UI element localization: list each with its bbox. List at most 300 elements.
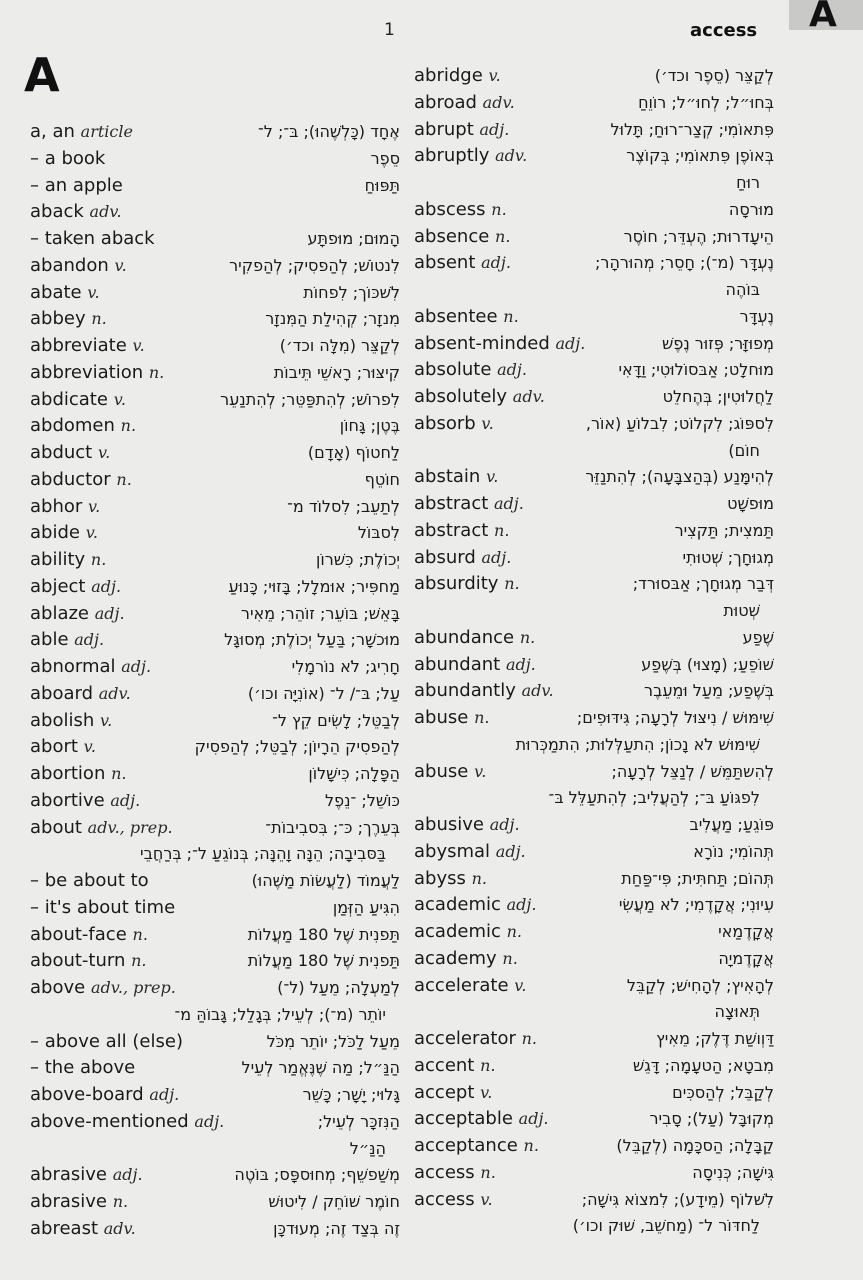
part-of-speech: v. [113, 389, 126, 409]
dictionary-entry [414, 919, 774, 946]
headword-text: aboard [30, 682, 94, 704]
headword-text: – above all (else) [30, 1030, 183, 1052]
part-of-speech: adj. [94, 603, 125, 623]
headword-text: abbreviation [30, 361, 144, 383]
part-of-speech: n. [148, 362, 165, 382]
hebrew-translation: לְבַטֵּל; לָשִׂים קֵץ ל־ [272, 710, 400, 730]
hebrew-translation: הָמוּם; מוּפתָּע [307, 229, 400, 248]
dictionary-entry [414, 331, 774, 358]
entry-headword [30, 467, 132, 494]
hebrew-translation: אֲקָדֶמיָה [718, 948, 774, 968]
hebrew-translation: סֵפֶר [370, 148, 400, 168]
dictionary-entry [414, 1133, 774, 1160]
entry-headword [30, 708, 112, 735]
hebrew-translation: לְמַעְלָה; מֵעַל (ל־) [277, 978, 400, 997]
dictionary-entry [30, 199, 400, 226]
entry-headword [414, 1106, 548, 1133]
part-of-speech: adj. [121, 657, 152, 676]
entry-headword [30, 761, 126, 788]
hebrew-translation: לִשׁלוֹף (מֵידָע); לִמצוֹא גִּישָׁה; [581, 1189, 774, 1209]
entry-headword [30, 815, 173, 842]
hebrew-translation: תַּפּוּחַ [364, 175, 400, 195]
entry-headword [414, 384, 545, 411]
dictionary-entry [30, 440, 400, 467]
entry-headword [414, 946, 518, 973]
hebrew-translation: שׁוֹפֵעַ; (מָצוּי) בְּשֶׁפַע [641, 654, 774, 674]
hebrew-translation: תְּהוֹמִי; נוֹרָא [693, 841, 774, 861]
hebrew-translation: בֶּטֶן; גָּחוֹן [339, 416, 400, 436]
dictionary-entry [30, 574, 400, 601]
hebrew-translation: לִנטוֹשׁ; לְהַפסִיק; לְהַפקִיר [229, 255, 400, 275]
dictionary-entry [30, 627, 400, 654]
dictionary-entry [30, 922, 400, 949]
entry-headword [30, 574, 121, 601]
entry-headword [414, 625, 535, 652]
headword-text: able [30, 629, 69, 651]
entry-headword [414, 759, 486, 786]
dictionary-entry [414, 357, 774, 384]
part-of-speech: v. [114, 255, 127, 275]
dictionary-entry [30, 333, 400, 360]
headword-text: about-face [30, 923, 127, 945]
dictionary-entry [30, 1136, 400, 1163]
dictionary-entry [30, 815, 400, 842]
headword-text: abbreviate [30, 335, 127, 356]
entry-headword [30, 1189, 128, 1216]
headword-text: absorb [414, 412, 476, 434]
entry-headword [30, 1216, 136, 1243]
hebrew-translation: יוֹתֵר (מ־); לְעֵיל; בְּגָלַל; גָּבוֹהַּ מ־ [174, 1004, 386, 1024]
part-of-speech: n. [112, 1192, 129, 1211]
part-of-speech: adj. [91, 576, 122, 596]
part-of-speech: v. [88, 496, 101, 516]
hebrew-translation: לִפגּוֹעַ בּ־; לְהַעֲלִיב; לְהִתעַלֵּל בּ־ [548, 788, 760, 808]
headword-text: abreast [30, 1217, 99, 1239]
dictionary-entry [414, 1213, 774, 1240]
headword-text: – a book [30, 147, 106, 169]
part-of-speech: n. [521, 1029, 537, 1048]
part-of-speech: v. [480, 1082, 493, 1102]
hebrew-translation: לְהִשתַּמֵּשׁ / לְנַצֵּל לְרָעָה; [611, 761, 774, 781]
dictionary-entry [414, 571, 774, 598]
dictionary-entry [414, 250, 774, 277]
hebrew-translation: לְתַעֵב; לִסלוֹד מ־ [287, 496, 400, 516]
headword-text: abdomen [30, 415, 115, 437]
part-of-speech: v. [132, 336, 145, 355]
dictionary-entry [30, 761, 400, 788]
part-of-speech: v. [481, 413, 494, 433]
hebrew-translation: לִסבּוֹל [357, 523, 400, 543]
headword-text: ablaze [30, 602, 90, 624]
hebrew-translation: שִׁימּוּשׁ / נִיצּוּל לְרָעָה; גִּידּוּפִים; [576, 708, 774, 727]
part-of-speech: v. [85, 523, 98, 543]
part-of-speech: n. [111, 764, 127, 783]
part-of-speech: n. [90, 550, 107, 569]
hebrew-translation: בְּחוּ״ל; לְחוּ״ל; רוֹוֵחַ [638, 92, 774, 112]
part-of-speech: adj. [481, 547, 512, 567]
part-of-speech: n. [120, 416, 137, 436]
entry-headword [414, 919, 522, 946]
headword-text: abuse [414, 760, 469, 782]
hebrew-translation: תַּפנִית שֶׁל 180 מַעֲלוֹת [247, 924, 400, 944]
entry-headword [30, 654, 151, 681]
dictionary-entry [414, 464, 774, 491]
headword-text: abbey [30, 308, 86, 330]
headword-text: absolutely [414, 386, 508, 407]
hebrew-translation: הַנַּ״ל [349, 1138, 386, 1158]
dictionary-entry [414, 384, 774, 411]
dictionary-entry [30, 1189, 400, 1216]
dictionary-entry [30, 1162, 400, 1189]
entry-headword [414, 224, 510, 251]
headword-text: abortion [30, 763, 106, 784]
dictionary-entry [414, 759, 774, 786]
hebrew-translation: לִספּוֹג; לִקלוֹט; לִבלוֹעַ (אוֹר, [585, 413, 774, 433]
dictionary-entry [30, 975, 400, 1002]
dictionary-entry [414, 812, 774, 839]
headword-text: – it's about time [30, 896, 176, 918]
part-of-speech: v. [486, 467, 499, 487]
headword-text: abrupt [414, 118, 474, 140]
headword-text: access [414, 1161, 475, 1183]
hebrew-translation: לְהָאִיץ; לְהָחִישׁ; לְקַבֵּל [626, 975, 774, 995]
dictionary-entry [30, 654, 400, 681]
headword-text: about-turn [30, 950, 126, 972]
headword-text: above-board [30, 1084, 144, 1105]
hebrew-translation: זֶה בְּצַד זֶה; מְעוּדכָּן [273, 1218, 400, 1238]
headword-text: ability [30, 549, 86, 570]
dictionary-entry [30, 306, 400, 333]
part-of-speech: v. [97, 443, 111, 462]
hebrew-translation: קִיצּוּר; רָאשֵׁי תֵּיבוֹת [273, 362, 400, 382]
dictionary-entry [414, 785, 774, 812]
part-of-speech: adj. [112, 1165, 143, 1185]
part-of-speech: v. [514, 975, 527, 995]
dictionary-entry [30, 601, 400, 628]
dictionary-entry [30, 413, 400, 440]
dictionary-entry [30, 708, 400, 735]
hebrew-translation: לְקַצֵּר (מִלָּה וכד׳) [279, 336, 400, 355]
entry-headword [30, 173, 123, 200]
entry-headword [30, 253, 127, 280]
dictionary-entry [414, 1053, 774, 1080]
dictionary-entry [414, 652, 774, 679]
dictionary-entry [414, 892, 774, 919]
entry-headword [414, 143, 527, 170]
entry-headword [30, 387, 126, 414]
entry-headword [30, 1109, 224, 1136]
hebrew-translation: בְּעֵרֶך; כּ־; בִּסבִיבוֹת־ [265, 817, 400, 837]
part-of-speech: article [80, 122, 133, 141]
part-of-speech: adj. [149, 1085, 180, 1104]
dictionary-entry [414, 117, 774, 144]
part-of-speech: adv. [495, 146, 528, 166]
part-of-speech: adj. [505, 654, 536, 674]
dictionary-entry [414, 304, 774, 331]
hebrew-translation: מִבטָא; הַטעָמָה; דָּגֵשׁ [632, 1055, 774, 1075]
dictionary-entry [30, 253, 400, 280]
dictionary-entry [30, 360, 400, 387]
dictionary-entry [414, 1106, 774, 1133]
hebrew-translation: הַנִּזכָּר לְעֵיל; [317, 1111, 400, 1131]
entry-headword [414, 197, 507, 224]
dictionary-entry [30, 173, 400, 200]
entry-headword [30, 601, 125, 628]
entry-headword [414, 304, 519, 331]
dictionary-entry [30, 788, 400, 815]
hebrew-translation: שִׁימּוּשׁ לֹא נָכוֹן; הִתעַלְּלוּת; הִתמַכְּרוּת [515, 734, 760, 754]
entry-headword [414, 652, 536, 679]
headword-text: academic [414, 921, 501, 942]
headword-text: abundantly [414, 680, 516, 702]
hebrew-translation: חוֹם) [728, 440, 760, 460]
hebrew-translation: לַחדּוֹר ל־ (מַחשֵׁב, שׁוּק וכו׳) [572, 1216, 760, 1236]
hebrew-translation: חָרִיג; לֹא נוֹרמָלִי [291, 657, 400, 676]
headword-text: accelerate [414, 974, 509, 996]
headword-text: – be about to [30, 870, 149, 891]
entry-headword [30, 788, 140, 815]
headword-text: abstract [414, 493, 489, 514]
headword-text: absent [414, 252, 476, 274]
entry-headword [30, 868, 149, 895]
dictionary-entry [414, 518, 774, 545]
entry-headword [30, 199, 122, 226]
entry-headword [414, 250, 511, 277]
dictionary-entry [30, 1216, 400, 1243]
dictionary-entry [414, 438, 774, 465]
entry-headword [414, 518, 509, 545]
right-column [414, 63, 774, 1240]
dictionary-entry [414, 625, 774, 652]
part-of-speech: n. [495, 226, 511, 246]
dictionary-entry [30, 1082, 400, 1109]
dictionary-entry [414, 1187, 774, 1214]
dictionary-entry [414, 999, 774, 1026]
headword-text: abyss [414, 867, 466, 889]
dictionary-entry [30, 1029, 400, 1056]
headword-text: abstract [414, 519, 489, 541]
part-of-speech: n. [131, 951, 147, 971]
dictionary-entry [414, 491, 774, 518]
hebrew-translation: הֵיעָדרוּת; הֶעְדֵּר; חוֹסֶר [623, 226, 774, 246]
headword-text: abject [30, 575, 86, 597]
part-of-speech: n. [504, 574, 520, 594]
hebrew-translation: תְּהוֹם; תַּחתִּית; פִּי־פַּחַת [621, 868, 774, 888]
hebrew-translation: רוּחַ [736, 173, 760, 192]
hebrew-translation: לַחֲלוּטִין; בְּהֶחלֵט [662, 387, 774, 406]
headword-text: absurd [414, 546, 476, 568]
entry-headword [30, 1082, 179, 1109]
dictionary-entry [414, 678, 774, 705]
hebrew-translation: קַבָּלָה; הַסכָּמָה (לְקַבֵּל) [616, 1136, 774, 1155]
dictionary-entry [414, 224, 774, 251]
hebrew-translation: עִיוּנִי; אֲקָדֶמִי; לֹא מַעֲשִׂי [618, 895, 774, 915]
part-of-speech: v. [83, 737, 96, 757]
part-of-speech: n. [471, 868, 487, 888]
dictionary-entry [414, 1026, 774, 1053]
entry-headword [30, 226, 155, 253]
dictionary-entry [414, 1080, 774, 1107]
dictionary-entry [414, 1160, 774, 1187]
part-of-speech: v. [480, 1189, 493, 1209]
dictionary-entry [30, 280, 400, 307]
part-of-speech: v. [100, 710, 113, 730]
hebrew-translation: מְקוּבָּל (עַל); סָבִיר [649, 1109, 774, 1129]
hebrew-translation: בָּאֵשׁ; בּוֹעֵר; זוֹהֵר; מֵאִיר [240, 603, 400, 623]
hebrew-translation: תַּפנִית שֶׁל 180 מַעֲלוֹת [247, 951, 400, 971]
part-of-speech: n. [132, 924, 148, 944]
dictionary-entry [30, 1002, 400, 1029]
hebrew-translation: לַחטוֹף (אָדָם) [307, 443, 400, 462]
headword-text: abstain [414, 466, 481, 488]
part-of-speech: adj. [489, 815, 520, 834]
headword-text: abolish [30, 709, 95, 731]
part-of-speech: adj. [74, 630, 105, 650]
entry-headword [30, 948, 147, 975]
entry-headword [30, 440, 110, 467]
entry-headword [30, 280, 100, 307]
entry-headword [414, 357, 527, 384]
headword-text: access [414, 1188, 475, 1210]
entry-headword [30, 119, 133, 146]
hebrew-translation: מוּרסָה [728, 199, 774, 219]
part-of-speech: adj. [495, 841, 526, 861]
headword-text: abduct [30, 442, 93, 463]
dictionary-entry [30, 868, 400, 895]
dictionary-entry [414, 866, 774, 893]
headword-text: abhor [30, 495, 83, 517]
headword-text: abortive [30, 789, 105, 811]
entry-headword [414, 973, 527, 1000]
headword-text: absolute [414, 359, 492, 381]
headword-text: above-mentioned [30, 1110, 189, 1132]
headword-text: a, an [30, 121, 75, 142]
part-of-speech: adj. [194, 1111, 225, 1131]
thumb-index-tab: A [789, 0, 863, 30]
dictionary-entry [30, 948, 400, 975]
dictionary-entry [30, 226, 400, 253]
headword-text: – taken aback [30, 228, 155, 249]
dictionary-entry [30, 734, 400, 761]
entry-headword [30, 333, 145, 360]
hebrew-translation: גָּלוּי; יָשָׁר; כָּשֵׁר [302, 1085, 400, 1104]
dictionary-entry [414, 946, 774, 973]
part-of-speech: n. [491, 199, 507, 219]
headword-text: – an apple [30, 174, 123, 196]
dictionary-entry [30, 841, 400, 868]
dictionary-entry [414, 839, 774, 866]
hebrew-translation: לִשׁכּוֹך; לִפחוֹת [303, 282, 400, 302]
dictionary-entry [414, 63, 774, 90]
hebrew-translation: נֶעְדָּר (מ־); חָסֵר; מְהוּרהָר; [595, 253, 774, 273]
headword-text: abusive [414, 814, 484, 835]
part-of-speech: adj. [494, 494, 524, 513]
headword-text: above [30, 977, 86, 998]
dictionary-entry [30, 547, 400, 574]
dictionary-entry [414, 90, 774, 117]
hebrew-translation: שֶׁפַע [742, 627, 774, 647]
headword-text: absence [414, 225, 490, 247]
hebrew-translation: לִפרוֹשׁ; לְהִתפַּטֵּר; לְהִתנַעֵר [220, 389, 400, 409]
part-of-speech: n. [91, 309, 107, 329]
headword-text: accelerator [414, 1028, 516, 1049]
headword-text: abuse [414, 707, 469, 728]
hebrew-translation: תְּאוּצָה [714, 1002, 760, 1022]
part-of-speech: n. [502, 948, 518, 968]
entry-headword [414, 892, 536, 919]
hebrew-translation: דַּוְושַׁת דֶּלֶק; מֵאִיץ [656, 1029, 774, 1048]
hebrew-translation: אֶחָד (כָּלְשֶׁהוּ); בּ־; ל־ [258, 122, 400, 141]
part-of-speech: adv. [521, 681, 554, 701]
headword-text: abridge [414, 65, 483, 86]
headword-text: absurdity [414, 573, 499, 595]
part-of-speech: adj. [110, 790, 141, 810]
hebrew-translation: דְּבַר מְגוּחָך; אַבּסוּרד; [632, 574, 774, 594]
part-of-speech: n. [480, 1162, 496, 1182]
dictionary-entry [414, 197, 774, 224]
part-of-speech: adj. [555, 333, 586, 353]
entry-headword [30, 1029, 183, 1056]
dictionary-entry [30, 895, 400, 922]
entry-headword [414, 839, 526, 866]
headword-text: academic [414, 894, 501, 916]
hebrew-translation: נֶעְדָּר [739, 306, 774, 326]
entry-headword [414, 63, 501, 90]
part-of-speech: adv., prep. [87, 817, 173, 837]
entry-headword [414, 331, 585, 358]
headword-text: abide [30, 522, 80, 544]
headword-text: abysmal [414, 840, 491, 862]
entry-headword [30, 975, 176, 1002]
entry-headword [30, 627, 104, 654]
entry-headword [414, 678, 554, 705]
part-of-speech: adj. [481, 253, 511, 273]
part-of-speech: v. [87, 282, 100, 302]
headword-text: absent-minded [414, 332, 550, 354]
entry-headword [414, 545, 511, 572]
entry-headword [30, 1055, 135, 1082]
part-of-speech: adv. [512, 387, 545, 406]
headword-text: aback [30, 201, 84, 223]
entry-headword [30, 360, 164, 387]
hebrew-translation: אֲקָדֶמַאי [718, 922, 774, 941]
dictionary-entry [414, 598, 774, 625]
part-of-speech: adv. [103, 1218, 136, 1238]
headword-text: accept [414, 1081, 475, 1103]
entry-headword [414, 866, 487, 893]
headword-text: abroad [414, 91, 477, 113]
hebrew-translation: בְּשֶׁפַע; מֵעַל וּמֵעֵבֶר [644, 681, 774, 701]
entry-headword [414, 491, 524, 518]
hebrew-translation: מִנזָר; קְהִילַת הַמִּנזָר [265, 309, 400, 329]
entry-headword [414, 117, 509, 144]
dictionary-entry [414, 277, 774, 304]
entry-headword [414, 812, 520, 839]
headword-text: abdicate [30, 388, 108, 410]
entry-headword [414, 90, 515, 117]
headword-text: abundance [414, 626, 515, 648]
hebrew-translation: מוּחלָט; אַבּסוֹלוּטִי; וַדָּאִי [618, 360, 774, 380]
headword-text: abruptly [414, 145, 490, 167]
dictionary-entry [30, 119, 400, 146]
dictionary-entry [30, 146, 400, 173]
entry-headword [30, 494, 100, 521]
headword-text: – the above [30, 1057, 136, 1079]
headword-text: abrasive [30, 1164, 107, 1186]
headword-text: about [30, 816, 82, 838]
part-of-speech: v. [474, 761, 487, 781]
left-column [30, 119, 400, 1243]
